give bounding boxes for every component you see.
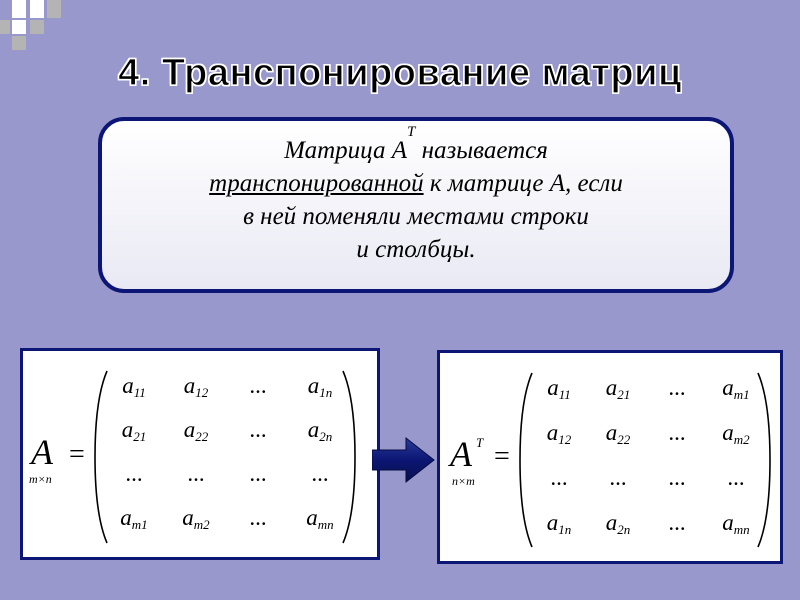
matrix-at-box [437,350,783,564]
matrix-at-superscript: T [476,435,484,450]
matrix-a-cell [99,461,169,487]
cell-base: ... [668,465,686,490]
cell-base: ... [249,505,267,530]
cell-base: ... [668,375,686,400]
matrix-a-cell [285,373,355,401]
cell-base: ... [311,461,329,486]
definition-text: к матрице А, если [423,170,623,197]
definition-line-3: в ней поменяли местами строки [243,203,589,230]
matrix-a-symbol: A [31,432,53,472]
matrix-a-cell [99,417,169,445]
cell-base: ... [668,420,686,445]
definition-box [98,117,734,293]
matrix-a-cell [99,505,169,533]
matrix-a-cell [161,417,231,445]
matrix-a-box [20,348,380,560]
cell-subscript: m1 [131,517,148,532]
superscript-t: Т [406,124,416,140]
cell-subscript: 22 [195,429,209,444]
cell-subscript: 1n [319,385,333,400]
matrix-a-cell [99,373,169,401]
matrix-at [440,353,780,561]
cell-base: ... [249,461,267,486]
cell-base: a [546,510,559,535]
cell-subscript: m2 [193,517,210,532]
cell-base: ... [125,461,143,486]
deco-square [0,20,10,34]
cell-base: ... [727,465,745,490]
deco-square [47,0,61,18]
matrix-a-cell [285,417,355,445]
matrix-a-cell [285,461,355,487]
underlined-term: транспонированной [209,170,424,197]
definition-text: называется [415,137,548,164]
cell-subscript: m1 [733,387,750,402]
definition-line-1 [102,124,730,167]
right-arrow-icon [372,436,436,484]
cell-base: a [121,417,134,442]
cell-base: a [547,375,559,400]
cell-base: ... [609,465,627,490]
cell-base: a [122,373,134,398]
cell-base: a [183,373,196,398]
matrix-at-cell [701,420,771,448]
cell-subscript: 2n [319,429,333,444]
cell-base: a [605,375,618,400]
matrix-at-cell [701,510,771,538]
matrix-a-cell [223,417,293,443]
cell-base: ... [187,461,205,486]
matrix-a-dimension: m×n [29,472,52,486]
cell-subscript: 11 [558,387,571,402]
cell-base: a [183,417,196,442]
definition-text: Матрица А [284,137,407,164]
cell-subscript: 12 [195,385,209,400]
cell-subscript: 22 [617,432,631,447]
deco-square [30,0,44,18]
cell-base: a [722,375,734,400]
matrix-a-cell [223,505,293,531]
cell-base: ... [249,417,267,442]
definition-line-2 [102,167,730,200]
deco-square [12,0,26,18]
cell-subscript: 21 [133,429,147,444]
cell-base: ... [668,510,686,535]
equals-sign: = [494,441,510,472]
cell-base: a [307,373,320,398]
cell-subscript: 2n [617,522,631,537]
cell-base: ... [550,465,568,490]
matrix-a-cell [161,461,231,487]
cell-base: a [722,420,734,445]
matrix-at-dimension: n×m [452,474,475,488]
cell-subscript: 12 [558,432,572,447]
matrix-at-cell [701,375,771,403]
matrix-a-cell [223,373,293,399]
definition-line-4: и столбцы. [356,236,476,263]
cell-subscript: mn [317,517,334,532]
cell-base: a [546,420,559,445]
cell-base: a [182,505,194,530]
cell-subscript: m2 [733,432,750,447]
matrix-at-cell [701,465,771,491]
cell-base: a [307,417,320,442]
matrix-a-cell [161,505,231,533]
matrix-a-cell [161,373,231,401]
slide-title: 4. Транспонирование матриц [118,52,682,94]
cell-subscript: mn [733,522,750,537]
cell-base: a [605,510,618,535]
matrix-a-cell [223,461,293,487]
cell-subscript: 1n [558,522,572,537]
matrix-a [23,351,377,557]
deco-square [12,36,26,50]
deco-square [30,20,44,34]
cell-base: a [120,505,132,530]
deco-square [12,20,26,34]
cell-base: a [306,505,318,530]
cell-subscript: 21 [617,387,631,402]
cell-subscript: 11 [133,385,146,400]
matrix-at-symbol: A [450,434,472,474]
cell-base: a [605,420,618,445]
equals-sign: = [69,439,85,470]
matrix-a-cell [285,505,355,533]
cell-base: ... [249,373,267,398]
cell-base: a [722,510,734,535]
